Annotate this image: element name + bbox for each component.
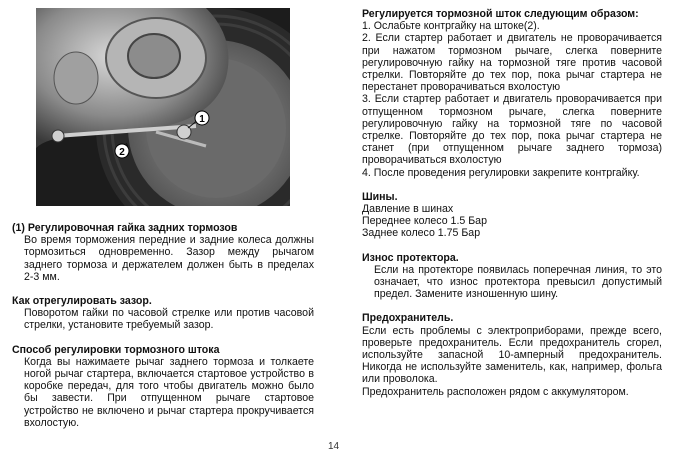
right-column xyxy=(362,8,662,398)
fuse-location: Предохранитель расположен рядом с аккумулятором. xyxy=(362,385,629,398)
section-body-brake-rod: Когда вы нажимаете рычаг заднего тормоза и толкаете ногой рычаг стартера, включается стартовое устройство в коробке передач, для того чтобы двигатель можно было бы завести. При отпущенном рычаге стартовое устройство не включено и рычаг стартера прокручивается вхолостую. xyxy=(24,355,314,429)
callout-1-label: 1 xyxy=(199,114,205,125)
section-title-adjust-gap: Как отрегулировать зазор. xyxy=(12,295,152,308)
step-4: 4. После проведения регулировки закрепите контргайку. xyxy=(362,166,640,179)
section-body-fuse: Если есть проблемы с электроприборами, прежде всего, проверьте предохранитель. Если предохранитель сгорел, используйте запасной 10-амперный предохранитель. Никогда не используйте заменитель, как, например, фольга или проволока. xyxy=(362,324,662,386)
section-title-fuse: Предохранитель. xyxy=(362,312,454,325)
section-body-tread-wear: Если на протекторе появилась поперечная линия, то это означает, что износ протектора превысил допустимый предел. Замените изношенную шину. xyxy=(374,263,662,301)
tyre-pressure-label: Давление в шинах xyxy=(362,203,454,216)
front-tyre-pressure: Переднее колесо 1.5 Бар xyxy=(362,215,487,228)
section-title-brake-rod: Способ регулировки тормозного штока xyxy=(12,343,220,356)
section-title-rod-adjustment: Регулируется тормозной шток следующим образом: xyxy=(362,8,639,20)
step-3: 3. Если стартер работает и двигатель проворачивается при отпущенном тормозном рычаге, слегка поверните регулировочную гайку на тормозной тяге по часовой стрелке. Повторяйте до тех пор, пока рычаг стартера не станет (при отпущенном рычаге заднего тормоза) проворачиваться вхолостую xyxy=(362,93,662,167)
section-title-tyres: Шины. xyxy=(362,190,398,203)
rear-wheel-illustration xyxy=(36,8,290,206)
section-body-rear-brake-nut: Во время торможения передние и задние колеса должны тормозиться одновременно. Зазор между рычагом заднего тормоза и держателем должен быть в пределах 2-3 мм. xyxy=(24,234,314,283)
section-body-adjust-gap: Поворотом гайки по часовой стрелке или против часовой стрелки, установите требуемый зазор. xyxy=(24,307,314,332)
step-1: 1. Ослабьте контргайку на штоке(2). xyxy=(362,20,540,33)
brake-photo xyxy=(36,8,290,206)
page-number: 14 xyxy=(328,441,340,452)
section-title-rear-brake-nut: (1) Регулировочная гайка задних тормозов xyxy=(12,222,238,234)
left-column xyxy=(12,222,314,429)
callout-2-label: 2 xyxy=(119,147,125,158)
rear-tyre-pressure: Заднее колесо 1.75 Бар xyxy=(362,227,481,240)
step-2: 2. Если стартер работает и двигатель не проворачивается при нажатом тормозном рычаге, слегка поверните регулировочную гайку на тормозной тяге против часовой стрелки. Повторяйте до тех пор, пока рычаг стартера не перестанет проворачиваться вхолостую xyxy=(362,32,662,94)
section-title-tread-wear: Износ протектора. xyxy=(362,251,459,264)
